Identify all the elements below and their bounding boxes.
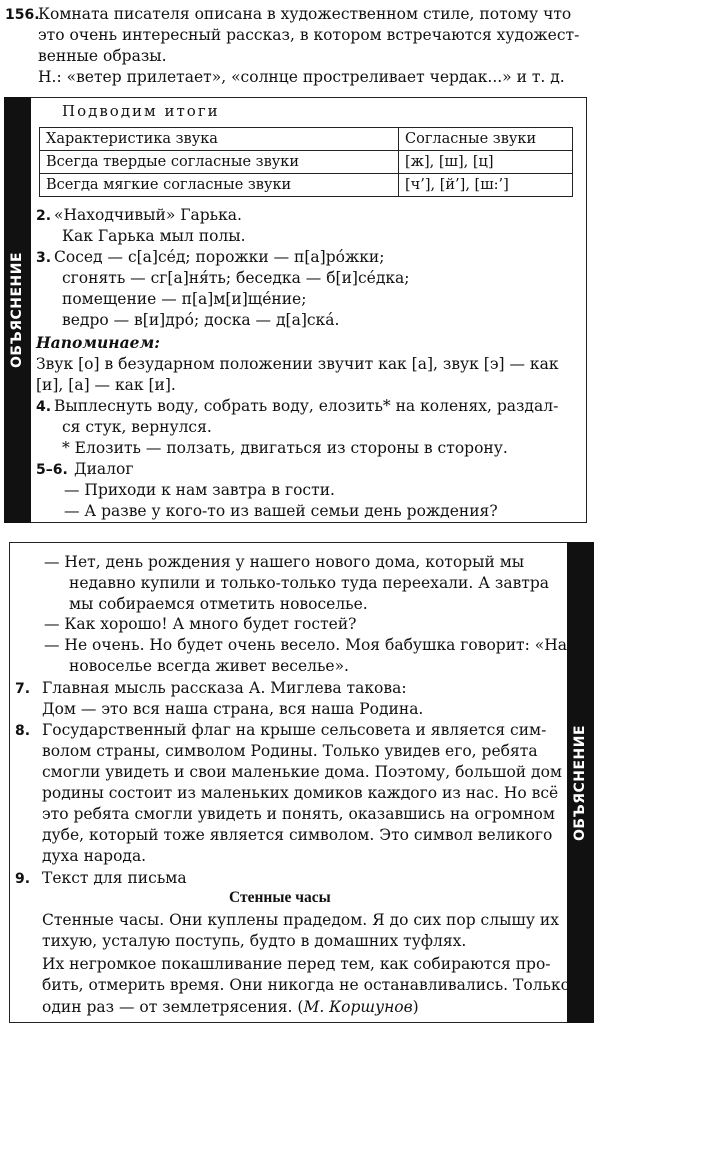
text-line-with-author — [42, 997, 419, 1017]
table-header-row — [40, 128, 573, 151]
text-line: родины состоит из маленьких домиков каждого из нас. Но всё — [42, 784, 559, 802]
text-line: Их негромкое покашливание перед тем, как собираются про- — [42, 955, 551, 973]
item-number: 8. — [15, 723, 31, 739]
dialog-line: новоселье всегда живет веселье». — [69, 657, 349, 675]
text-line: Сосед — с[а]сéд; порожки — п[а]рóжки; — [54, 248, 385, 266]
dialog-line: — Как хорошо! А много будет гостей? — [44, 615, 357, 633]
text-line: духа народа. — [42, 847, 147, 865]
item-number: 4. — [36, 399, 52, 415]
text-line: — А разве у кого-то из вашей семьи день рождения? — [64, 502, 498, 520]
closing-paren: ) — [412, 998, 419, 1016]
text-line: Диалог — [74, 460, 134, 478]
text-line: Как Гарька мыл полы. — [62, 227, 246, 245]
remember-label: Напоминаем: — [36, 333, 160, 352]
table-cell: Всегда мягкие согласные звуки — [40, 174, 399, 197]
text-line: это ребята смогли увидеть и понять, оказавшись на огромном — [42, 805, 555, 823]
author: М. Коршунов — [303, 998, 413, 1016]
text-line: смогли увидеть и свои маленькие дома. Поэтому, большой дом — [42, 763, 562, 781]
table-row — [40, 151, 573, 174]
item-number: 5–6. — [36, 462, 68, 478]
text-line: один раз — от землетрясения. ( — [42, 998, 304, 1016]
text-line: «Находчивый» Гарька. — [54, 206, 242, 224]
summary-table — [39, 127, 573, 197]
dialog-line: мы собираемся отметить новоселье. — [69, 595, 368, 613]
dialog-line: — Не очень. Но будет очень весело. Моя бабушка говорит: «На — [44, 636, 568, 654]
table-header: Согласные звуки — [399, 128, 573, 151]
text-line: Выплеснуть воду, собрать воду, елозить* на коленях, раздал- — [54, 397, 559, 415]
dialog-line: недавно купили и только-только туда переехали. А завтра — [69, 574, 550, 592]
text-line: — Приходи к нам завтра в гости. — [64, 481, 335, 499]
text-line: бить, отмерить время. Они никогда не останавливались. Только — [42, 976, 571, 994]
text-line: Главная мысль рассказа А. Миглева такова: — [42, 679, 407, 697]
text-line: [и], [а] — как [и]. — [36, 376, 176, 394]
text-line: венные образы. — [38, 47, 167, 65]
table-header: Характеристика звука — [40, 128, 399, 151]
item-number: 156. — [5, 7, 40, 23]
item-number: 3. — [36, 250, 52, 266]
text-line: дубе, который тоже является символом. Это символ великого — [42, 826, 553, 844]
footnote: * Елозить — ползать, двигаться из стороны в сторону. — [62, 439, 508, 457]
text-line: тихую, усталую поступь, будто в домашних туфлях. — [42, 932, 467, 950]
table-row — [40, 174, 573, 197]
dialog-line: — Нет, день рождения у нашего нового дома, который мы — [44, 553, 525, 571]
text-line: ся стук, вернулся. — [62, 418, 212, 436]
text-line: Дом — это вся наша страна, вся наша Родина. — [42, 700, 424, 718]
table-cell: Всегда твердые согласные звуки — [40, 151, 399, 174]
text-line: ведро — в[и]дрó; доска — д[а]скá. — [62, 311, 340, 329]
text-line: Н.: «ветер прилетает», «солнце простреливает чердак...» и т. д. — [38, 68, 565, 86]
text-line: Стенные часы. Они куплены прадедом. Я до сих пор слышу их — [42, 911, 559, 929]
dictation-title: Стенные часы — [229, 889, 331, 906]
sidebar-label-2: ОБЪЯСНЕНИЕ — [567, 542, 594, 1023]
text-line: помещение — п[а]м[и]щéние; — [62, 290, 307, 308]
table-cell: [ж], [ш], [ц] — [399, 151, 573, 174]
text-line: сгонять — сг[а]ня́ть; беседка — б[и]сéдка; — [62, 269, 410, 287]
text-line: Звук [о] в безударном положении звучит как [а], звук [э] — как — [36, 355, 559, 373]
text-line: Государственный флаг на крыше сельсовета и является сим- — [42, 721, 547, 739]
table-cell: [ч’], [й’], [ш:’] — [399, 174, 573, 197]
text-line: это очень интересный рассказ, в котором встречаются художест- — [38, 26, 580, 44]
text-line: волом страны, символом Родины. Только увидев его, ребята — [42, 742, 538, 760]
item-number: 7. — [15, 681, 31, 697]
sidebar-label-1: ОБЪЯСНЕНИЕ — [4, 97, 31, 523]
text-line: Комната писателя описана в художественном стиле, потому что — [38, 5, 572, 23]
section-title: Подводим итоги — [62, 102, 220, 120]
item-number: 9. — [15, 871, 31, 887]
text-line: Текст для письма — [42, 869, 187, 887]
item-number: 2. — [36, 208, 52, 224]
